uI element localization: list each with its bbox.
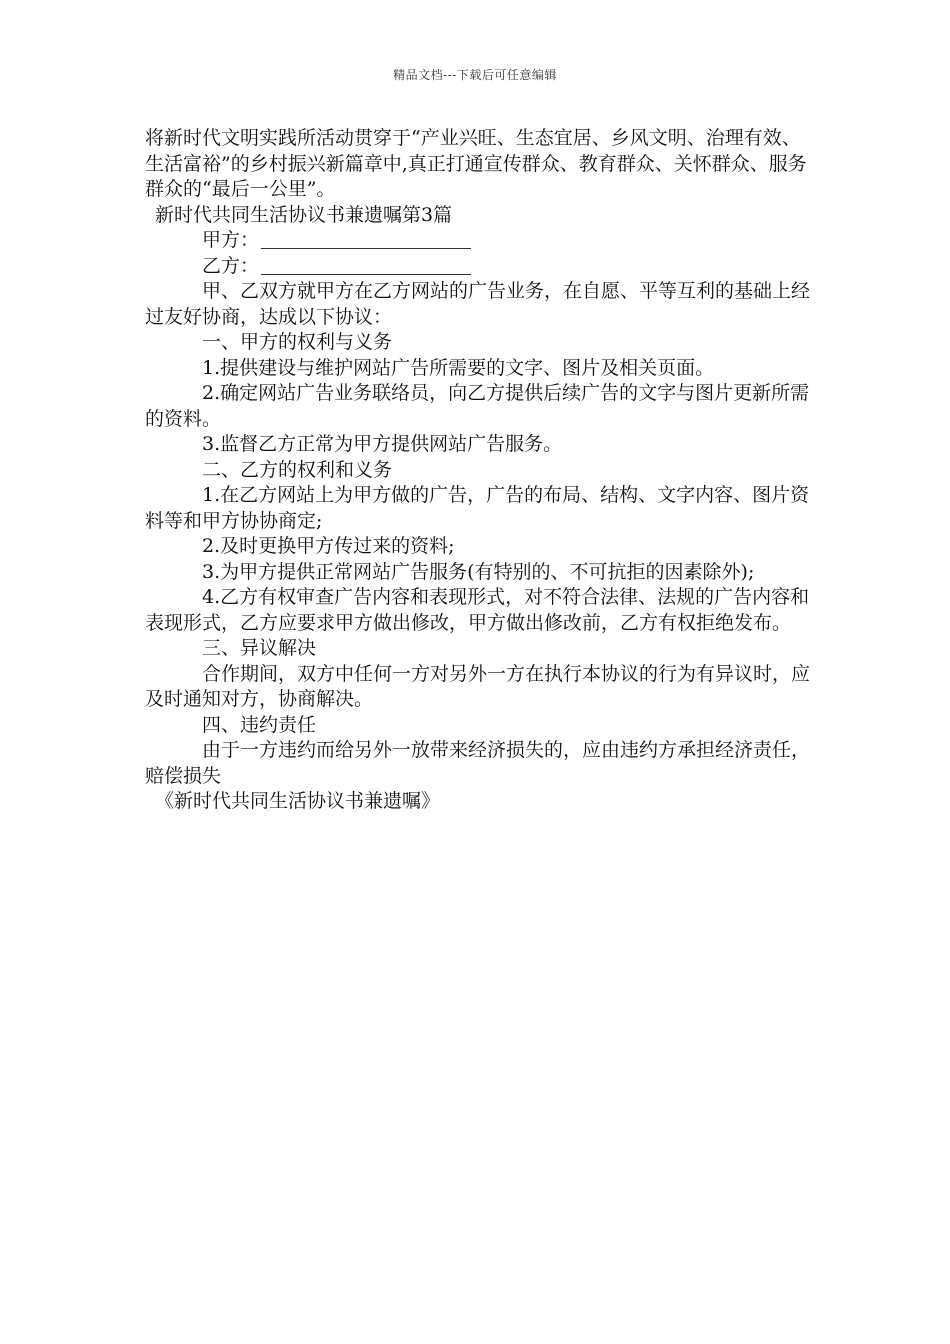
section2-item: 3.为甲方提供正常网站广告服务(有特别的、不可抗拒的因素除外);: [202, 560, 755, 583]
section4-heading: 四、违约责任: [202, 713, 317, 736]
intro-paragraph: 将新时代文明实践所活动贯穿于“产业兴旺、生态宜居、乡风文明、治理有效、生活富裕”的乡村振兴新篇章中,真正打通宣传群众、教育群众、关怀群众、服务群众的“最后一公里”。: [145, 127, 807, 200]
party-b-blank[interactable]: [261, 256, 471, 275]
section1-heading: 一、甲方的权利与义务: [202, 331, 393, 353]
section2-item: 4.乙方有权审查广告内容和表现形式，对不符合法律、法规的广告内容和表现形式，乙方应要求甲方做出修改，甲方做出修改前，乙方有权拒绝发布。: [145, 586, 810, 634]
party-a-blank[interactable]: [261, 230, 471, 249]
section1-item: 3.监督乙方正常为甲方提供网站广告服务。: [202, 433, 563, 455]
party-a-label: 甲方：: [202, 229, 260, 251]
section1-item: 2.确定网站广告业务联络员，向乙方提供后续广告的文字与图片更新所需的资料。: [145, 382, 810, 430]
section2-item: 1.在乙方网站上为甲方做的广告，广告的布局、结构、文字内容、图片资料等和甲方协协商定;: [145, 484, 810, 532]
preamble-paragraph: 甲、乙双方就甲方在乙方网站的广告业务，在自愿、平等互利的基础上经过友好协商，达成以下协议：: [145, 280, 811, 328]
party-a-line: [145, 228, 810, 254]
section1-item: 1.提供建设与维护网站广告所需要的文字、图片及相关页面。: [202, 356, 715, 379]
party-b-label: 乙方：: [202, 254, 260, 277]
page-header: 精品文档---下载后可任意编辑: [393, 68, 557, 82]
footer-title: 《新时代共同生活协议书兼遗嘱》: [155, 790, 441, 812]
party-b-line: [145, 254, 810, 280]
section2-item: 2.及时更换甲方传过来的资料;: [202, 535, 455, 557]
document-title: 新时代共同生活协议书兼遗嘱第3篇: [155, 203, 453, 226]
section4-paragraph: 由于一方违约而给另外一放带来经济损失的，应由违约方承担经济责任，赔偿损失: [145, 739, 811, 787]
section2-heading: 二、乙方的权利和义务: [202, 458, 393, 481]
section3-paragraph: 合作期间，双方中任何一方对另外一方在执行本协议的行为有异议时，应及时通知对方，协商解决。: [145, 662, 811, 710]
document-body: [145, 126, 810, 815]
section3-heading: 三、异议解决: [202, 637, 317, 659]
